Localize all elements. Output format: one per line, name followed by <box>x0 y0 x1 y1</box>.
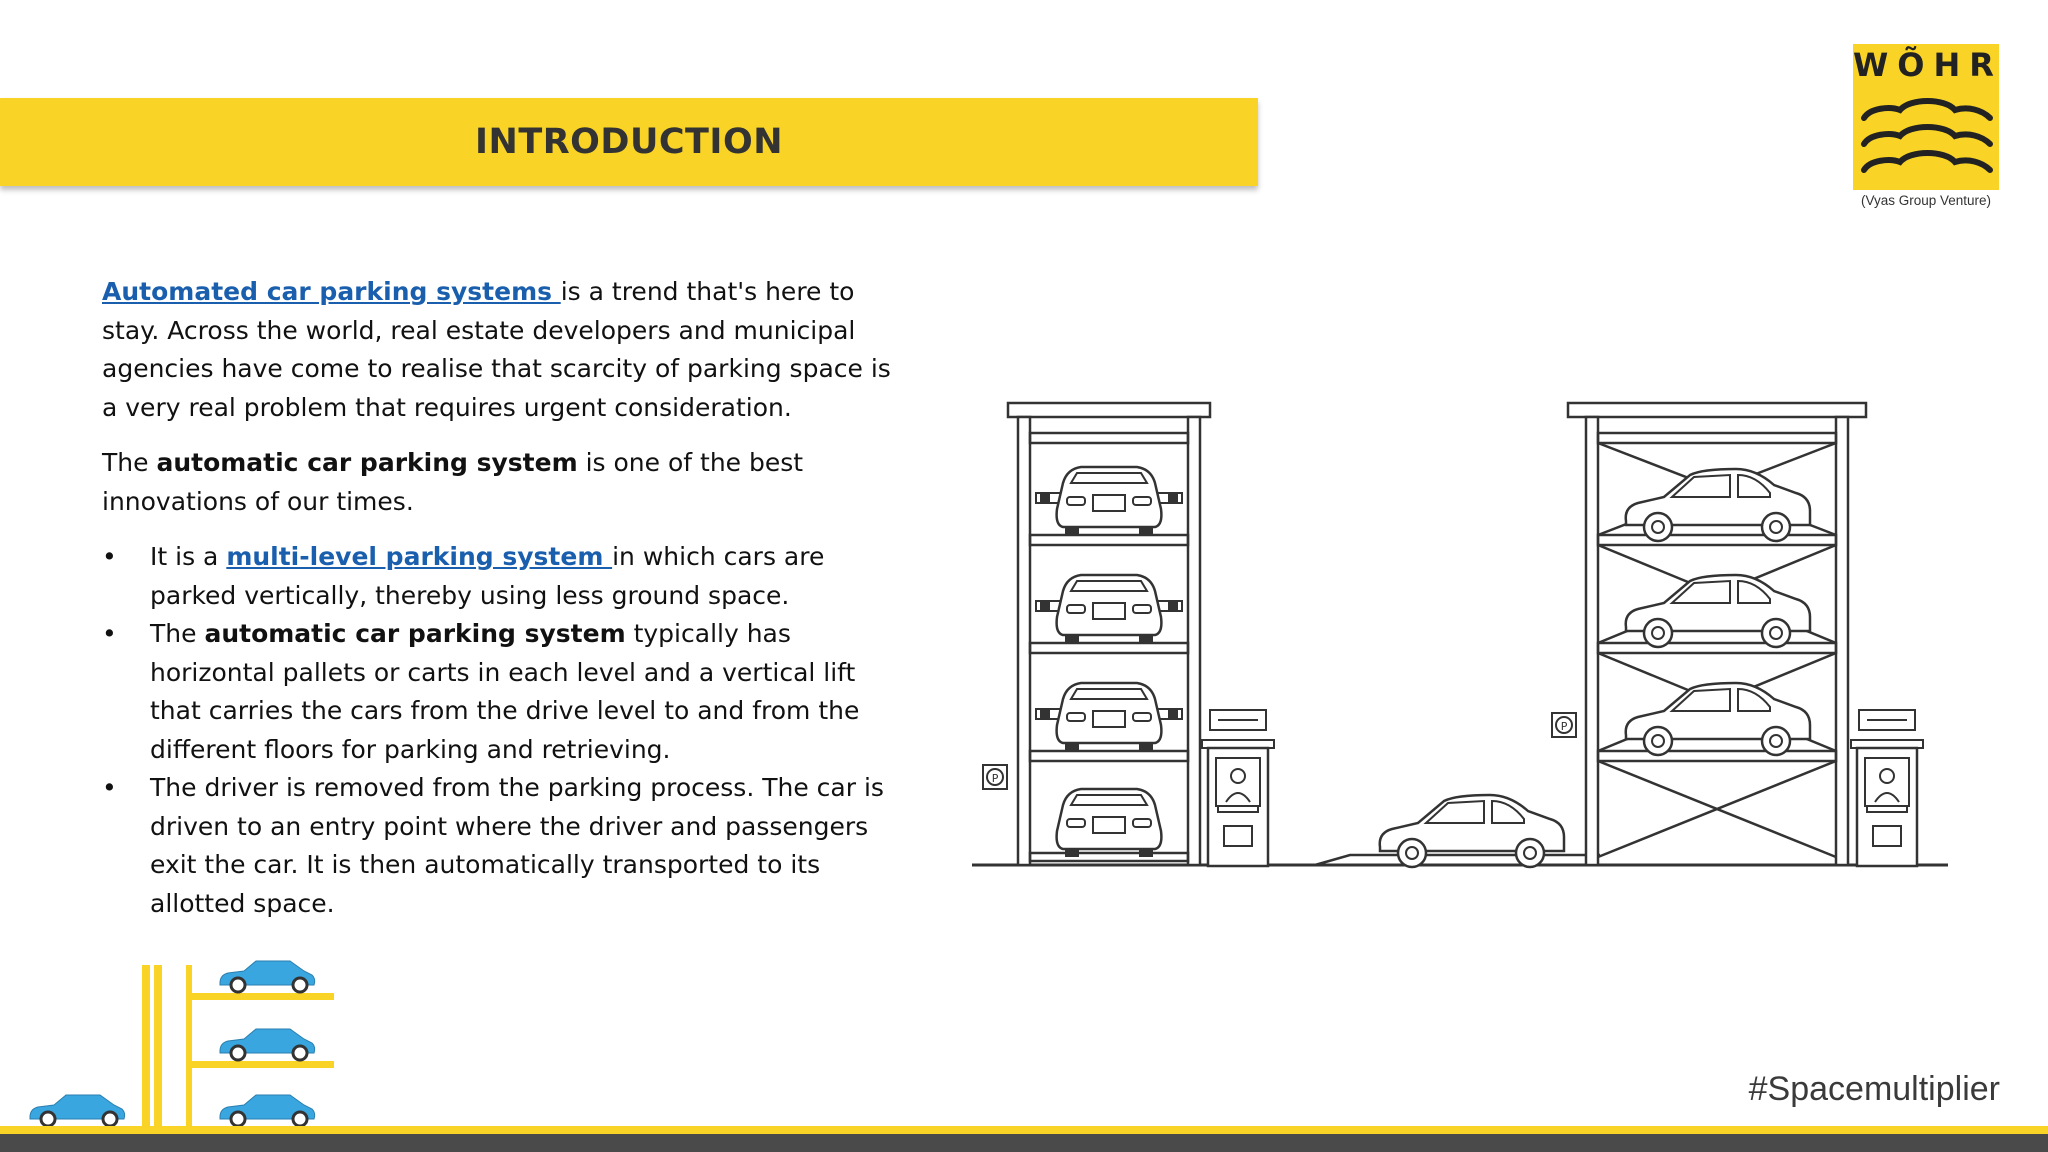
intro-paragraph-2 <box>102 444 902 521</box>
car-icon <box>1057 467 1162 535</box>
p1-text: is a trend that's here to stay. Across the world, real estate developers and municipal agencies have come to realise that scarcity of parking space is a very real problem that requires urgent consideration. <box>102 277 891 422</box>
car-icon <box>1626 575 1810 647</box>
automated-parking-link[interactable]: Automated car parking systems <box>102 277 561 306</box>
attendant-icon <box>1851 710 1923 866</box>
car-icon <box>1626 683 1810 755</box>
car-icon <box>30 1095 125 1126</box>
wohr-logo <box>1850 40 2002 212</box>
bullet-2-post: typically has horizontal pallets or carts in each level and a vertical lift that carries the cars from the drive level to and from the different floors for parking and retrieving. <box>150 619 860 764</box>
hashtag-tagline: #Spacemultiplier <box>1748 1070 2000 1108</box>
p2-pre: The <box>102 448 157 477</box>
bullet-list <box>102 538 902 923</box>
bullet-1-post: in which cars are parked vertically, thereby using less ground space. <box>150 542 825 610</box>
bullet-dot: • <box>102 773 117 802</box>
intro-content <box>102 273 902 923</box>
bullet-item <box>102 769 902 923</box>
car-icon <box>1057 575 1162 643</box>
parking-sign-icon <box>1552 713 1576 737</box>
car-icon <box>220 961 315 992</box>
car-icon <box>220 1095 315 1126</box>
car-icon <box>1057 683 1162 751</box>
attendant-icon <box>1202 710 1274 866</box>
bullet-3-text: The driver is removed from the parking process. The car is driven to an entry point where the driver and passengers exit the car. It is then automatically transported to its allotted space. <box>150 773 884 918</box>
logo-subtitle: (Vyas Group Venture) <box>1860 193 1992 208</box>
bullet-1-pre: It is a <box>150 542 227 571</box>
bullet-2-bold: automatic car parking system <box>204 619 626 648</box>
car-icon <box>220 1029 315 1060</box>
page-title: INTRODUCTION <box>475 122 783 162</box>
logo-curves-icon <box>1850 40 2002 190</box>
multi-level-link[interactable]: multi-level parking system <box>226 542 613 571</box>
car-icon <box>1626 469 1810 541</box>
p2-post: is one of the best innovations of our times. <box>102 448 804 516</box>
footer-stripe <box>0 1126 2048 1152</box>
bullet-2-pre: The <box>150 619 205 648</box>
car-icon <box>1057 789 1162 857</box>
logo-wordmark: WÕHR <box>1853 46 2003 84</box>
parking-sign-icon <box>983 765 1007 789</box>
bullet-item <box>102 615 902 769</box>
p2-bold: automatic car parking system <box>156 448 578 477</box>
title-banner <box>0 98 1258 186</box>
bullet-dot: • <box>102 542 117 571</box>
corner-parking-art <box>0 945 360 1152</box>
intro-paragraph-1 <box>102 273 902 427</box>
bullet-item <box>102 538 902 615</box>
bullet-dot: • <box>102 619 117 648</box>
parking-illustration: P <box>960 395 1960 875</box>
